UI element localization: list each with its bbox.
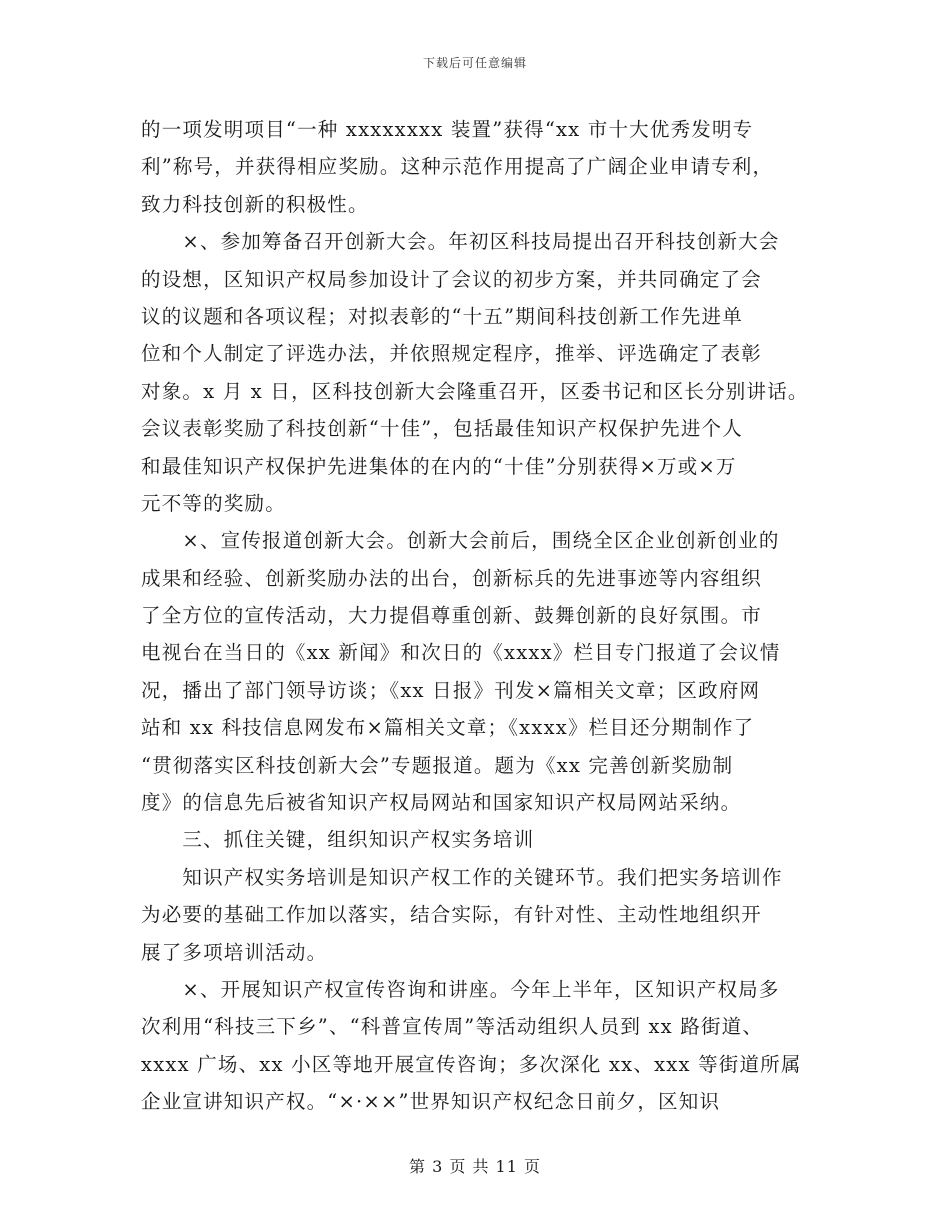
text-line: 展了多项培训活动。 <box>141 940 328 964</box>
text-line: 元不等的奖励。 <box>141 491 286 515</box>
page-number: 第 3 页 共 11 页 <box>409 1157 541 1176</box>
text-line: 致力科技创新的积极性。 <box>141 192 369 216</box>
text-line: 成果和经验、创新奖励办法的出台，创新标兵的先进事迹等内容组织 <box>141 566 763 590</box>
text-line: ×、参加筹备召开创新大会。年初区科技局提出召开科技创新大会 <box>141 230 780 254</box>
text-line: 位和个人制定了评选办法，并依照规定程序，推举、评选确定了表彰 <box>141 342 763 366</box>
text-line: xxxx 广场、xx 小区等地开展宣传咨询；多次深化 xx、xxx 等街道所属 <box>141 1052 802 1076</box>
text-line: 次利用“科技三下乡”、“科普宣传周”等活动组织人员到 xx 路街道、 <box>141 1015 764 1039</box>
text-line: 的设想，区知识产权局参加设计了会议的初步方案，并共同确定了会 <box>141 267 763 291</box>
text-line: 站和 xx 科技信息网发布×篇相关文章；《xxxx》栏目还分期制作了 <box>141 716 755 740</box>
page-header: 下载后可任意编辑 <box>422 56 527 70</box>
text-line: 度》的信息先后被省知识产权局网站和国家知识产权局网站采纳。 <box>141 791 742 815</box>
text-line: “贯彻落实区科技创新大会”专题报道。题为《xx 完善创新奖励制 <box>141 753 734 777</box>
text-line: ×、宣传报道创新大会。创新大会前后，围绕全区企业创新创业的 <box>141 529 780 553</box>
document-body <box>141 111 821 1121</box>
text-line: 对象。x 月 x 日，区科技创新大会隆重召开，区委书记和区长分别讲话。 <box>141 379 809 403</box>
text-line: 和最佳知识产权保护先进集体的在内的“十佳”分别获得×万或×万 <box>141 454 737 478</box>
text-line: 利”称号，并获得相应奖励。这种示范作用提高了广阔企业申请专利， <box>141 155 774 179</box>
text-line: 电视台在当日的《xx 新闻》和次日的《xxxx》栏目专门报道了会议情 <box>141 641 781 665</box>
section-heading: 三、抓住关键，组织知识产权实务培训 <box>141 828 535 852</box>
text-line: 知识产权实务培训是知识产权工作的关键环节。我们把实务培训作 <box>141 865 783 889</box>
text-line: 为必要的基础工作加以落实，结合实际，有针对性、主动性地组织开 <box>141 903 763 927</box>
text-line: 了全方位的宣传活动，大力提倡尊重创新、鼓舞创新的良好氛围。市 <box>141 604 763 628</box>
text-line: 会议表彰奖励了科技创新“十佳”，包括最佳知识产权保护先进个人 <box>141 417 743 441</box>
text-line: 况，播出了部门领导访谈；《xx 日报》刊发×篇相关文章；区政府网 <box>141 678 761 702</box>
text-line: 议的议题和各项议程；对拟表彰的“十五”期间科技创新工作先进单 <box>141 304 743 328</box>
text-line: ×、开展知识产权宣传咨询和讲座。今年上半年，区知识产权局多 <box>141 977 780 1001</box>
text-line: 企业宣讲知识产权。“×·××”世界知识产权纪念日前夕，区知识 <box>141 1090 721 1114</box>
text-line: 的一项发明项目“一种 xxxxxxxx 装置”获得“xx 市十大优秀发明专 <box>141 118 754 141</box>
